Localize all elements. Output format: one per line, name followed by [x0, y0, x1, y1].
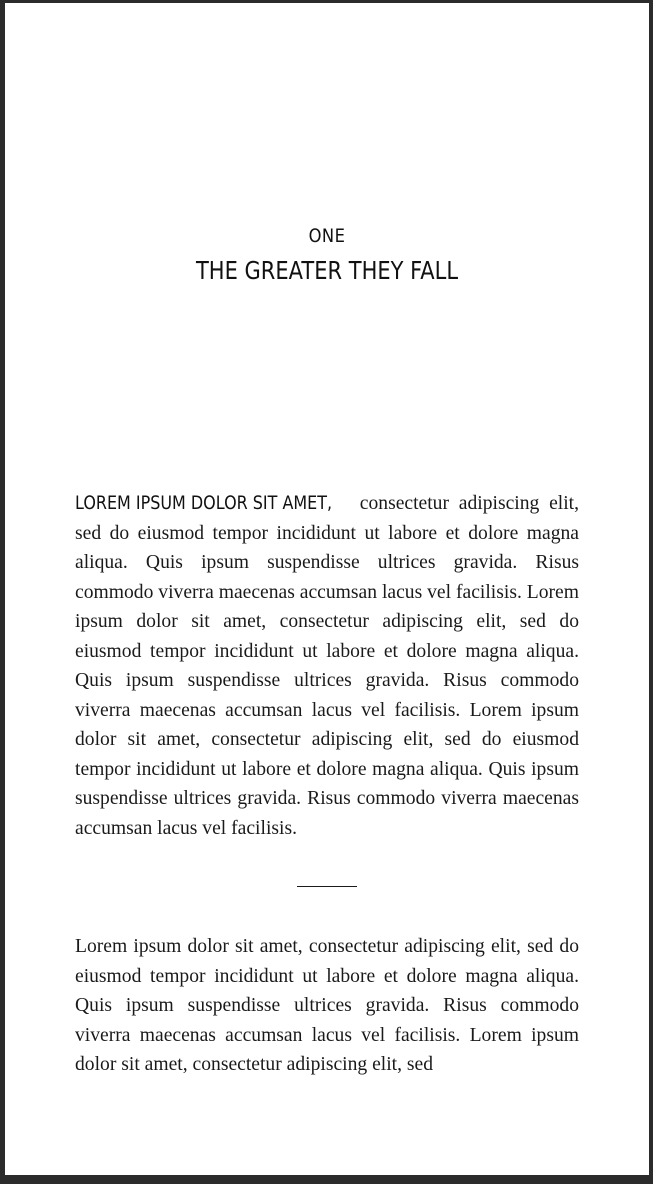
section-break-rule	[297, 886, 357, 887]
book-page	[5, 3, 649, 1175]
chapter-number: ONE	[308, 225, 346, 247]
paragraph-first-text: consectetur adipiscing elit, sed do eiusmod tempor incididunt ut labore et dolore magna aliqua. Quis ipsum suspendisse ultrices gravida. Risus commodo viverra maecenas accumsan lacus vel facilisis. Lorem ipsum dolor sit amet, consectetur adipiscing elit, sed do eiusmod tempor incididunt ut labore et dolore magna aliqua. Quis ipsum suspendisse ultrices gravida. Risus commodo viverra maecenas accumsan lacus vel facilisis. Lorem ipsum dolor sit amet, consectetur adipiscing elit, sed do eiusmod tempor incididunt ut labore et dolore magna aliqua. Quis ipsum suspendisse ultrices gravida. Risus commodo viverra maecenas accumsan lacus vel facilisis.	[75, 493, 579, 839]
chapter-title: THE GREATER THEY FALL	[195, 256, 459, 285]
paragraph-lead-in: LOREM IPSUM DOLOR SIT AMET,	[75, 492, 333, 514]
paragraph-second: Lorem ipsum dolor sit amet, consectetur adipiscing elit, sed do eiusmod tempor incididunt ut labore et dolore magna aliqua. Quis ipsum suspendisse ultrices gravida. Risus commodo viverra maecenas accumsan lacus vel facilisis. Lorem ipsum dolor sit amet, consectetur adipiscing elit, sed	[75, 936, 579, 1075]
paragraph-first	[75, 489, 579, 843]
